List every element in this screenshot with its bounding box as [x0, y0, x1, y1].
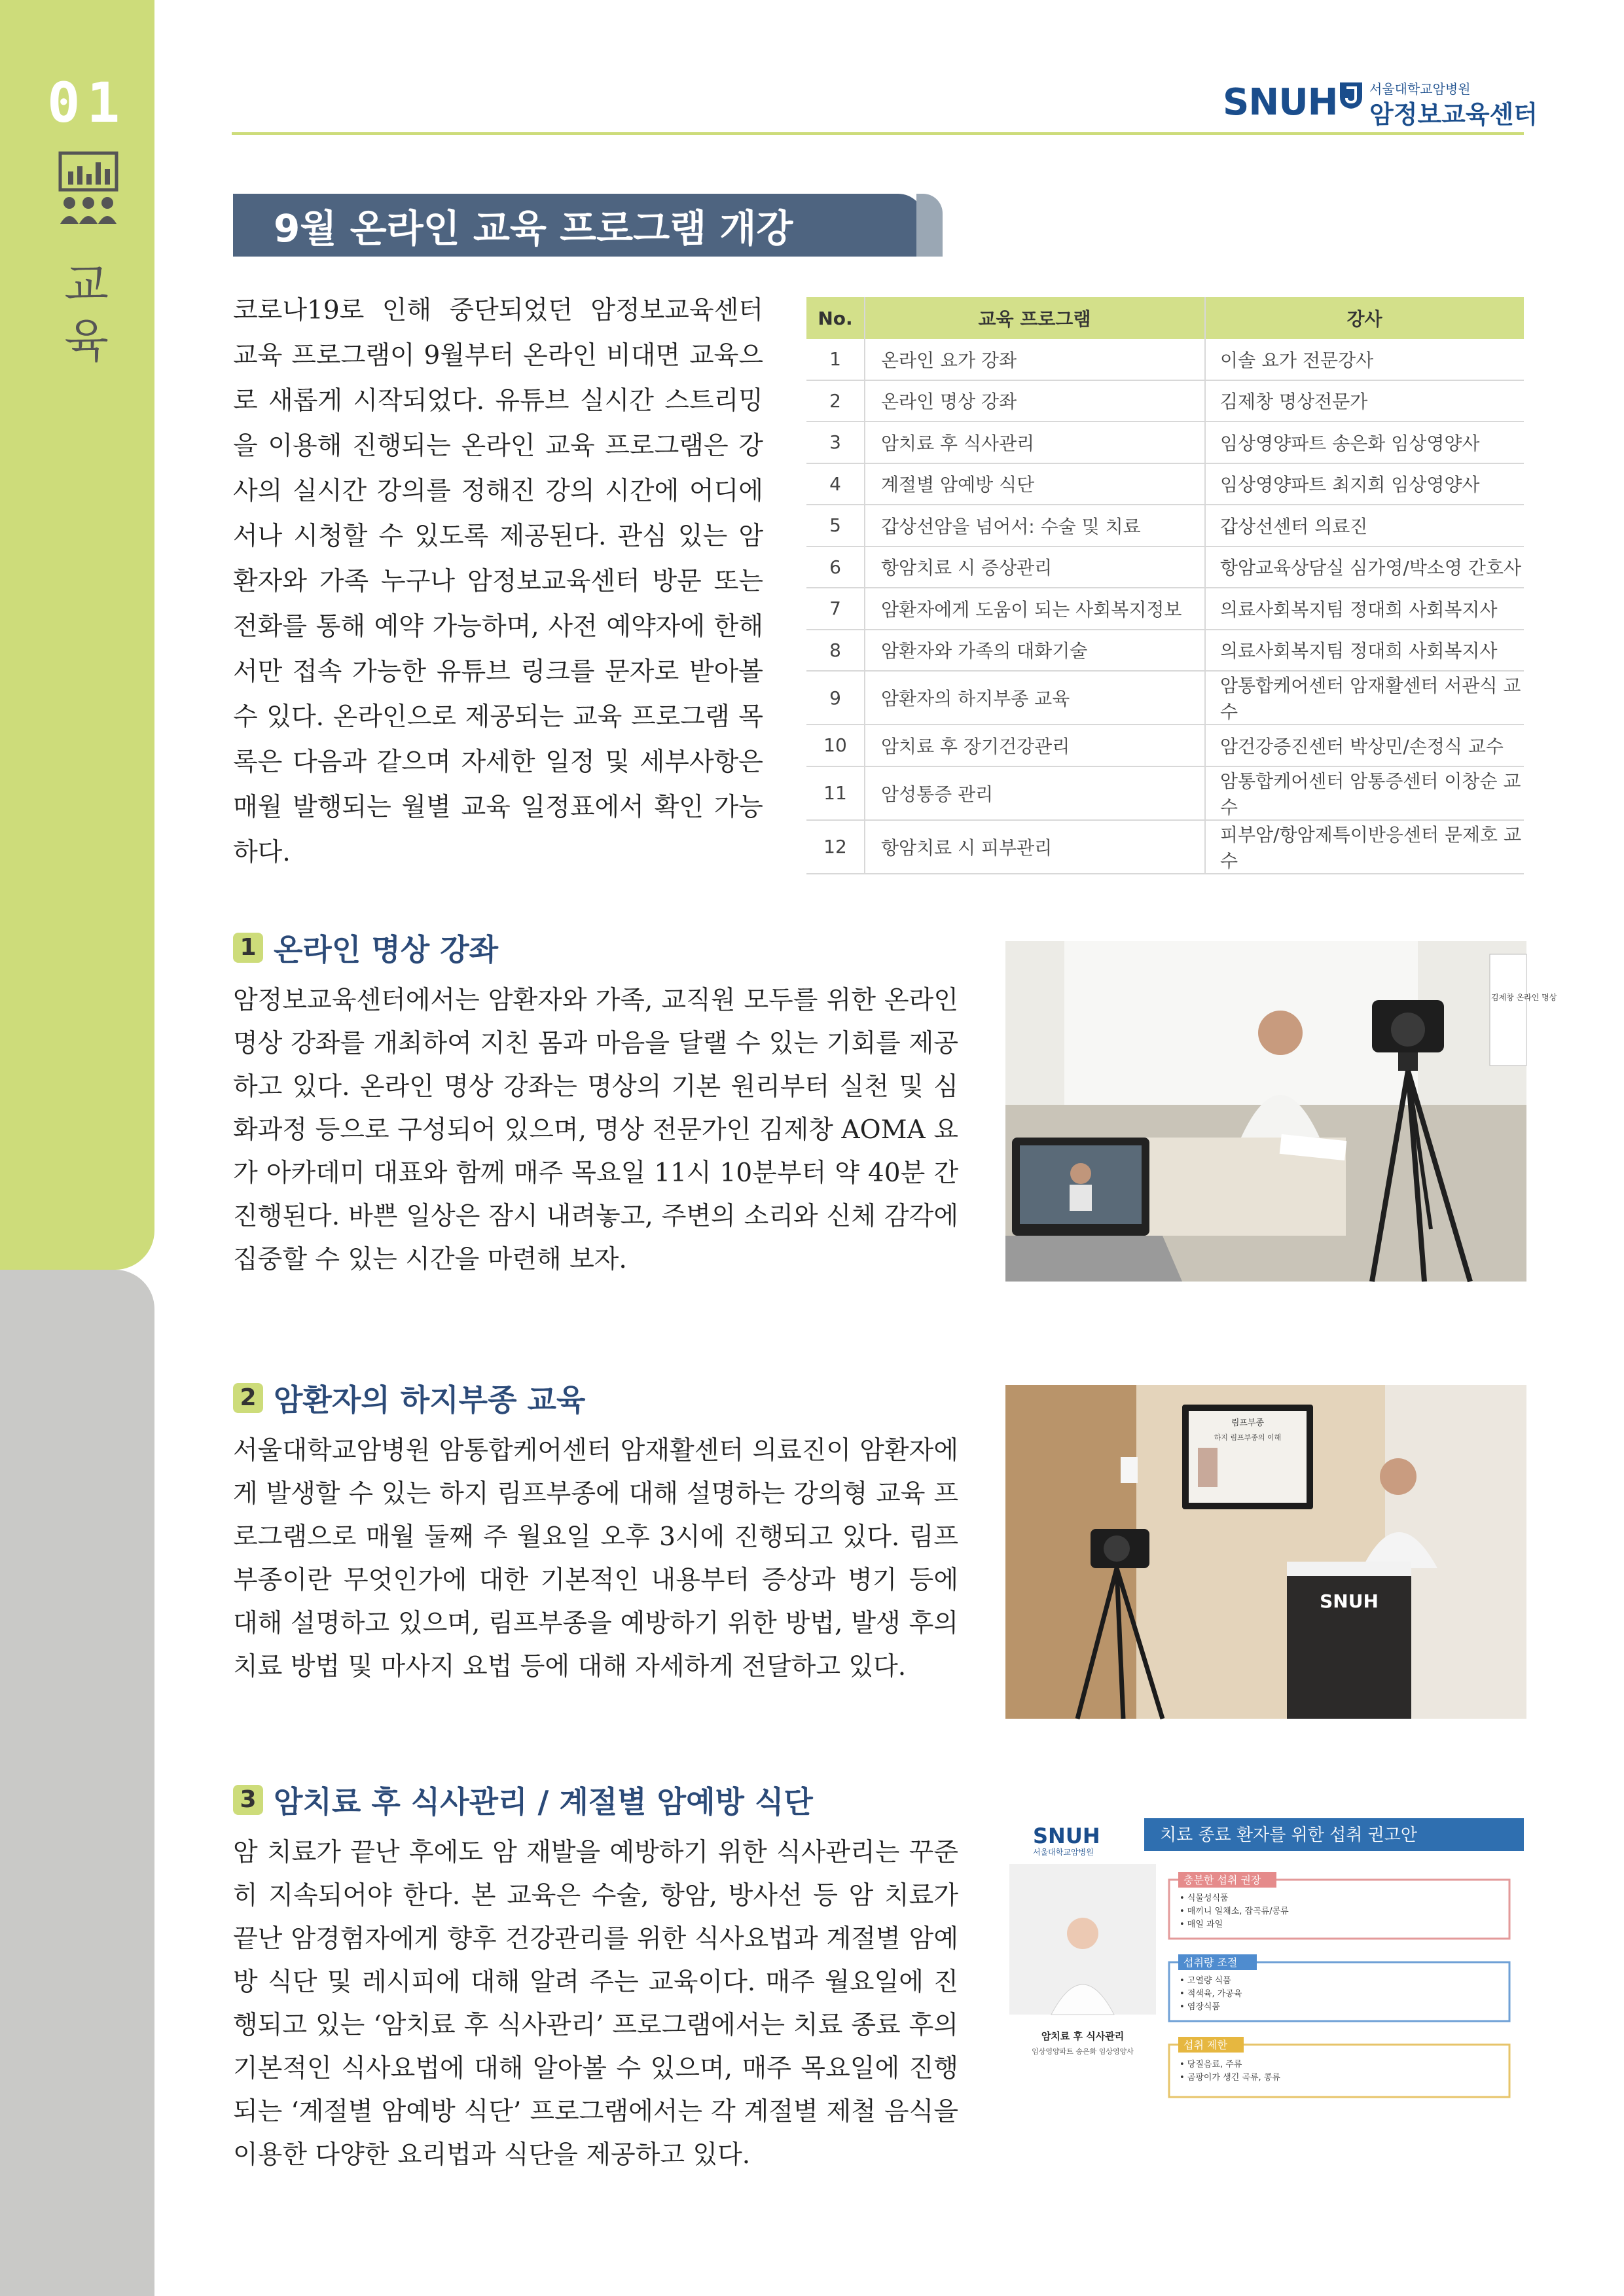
- logo-hospital-name: 서울대학교암병원: [1369, 81, 1471, 97]
- lymphedema-lecture-photo: [1005, 1385, 1526, 1719]
- section-2-title: 암환자의 하지부종 교육: [274, 1382, 586, 1418]
- cell-program: 계절별 암예방 식단: [865, 463, 1205, 505]
- cell-no: 3: [806, 422, 865, 463]
- cell-instructor: 의료사회복지팀 정대희 사회복지사: [1205, 588, 1524, 630]
- slide-box-1-item: • 매일 과일: [1180, 1920, 1223, 1929]
- cell-instructor: 피부암/항암제특이반응센터 문제호 교수: [1205, 820, 1524, 874]
- table-row: [806, 505, 1524, 547]
- cell-no: 10: [806, 725, 865, 766]
- cell-no: 8: [806, 630, 865, 672]
- slide-box-3-item: • 당질음료, 주류: [1180, 2060, 1242, 2070]
- intro-paragraph: 코로나19로 인해 중단되었던 암정보교육센터 교육 프로그램이 9월부터 온라인 비대면 교육으로 새롭게 시작되었다. 유튜브 실시간 스트리밍을 이용해 진행되는 온라인 교육 프로그램은 강사의 실시간 강의를 정해진 강의 시간에 어디에서나 시청할 수 있도록 제공된다. 관심 있는 암환자와 가족 누구나 암정보교육센터 방문 또는 전화를 통해 예약 가능하며, 사전 예약자에 한해서만 접속 가능한 유튜브 링크를 문자로 받아볼 수 있다. 온라인으로 제공되는 교육 프로그램 목록은 다음과 같으며 자세한 일정 및 세부사항은 매월 발행되는 월별 교육 일정표에서 확인 가능하다.: [233, 296, 763, 867]
- program-table: [806, 297, 1524, 874]
- cell-program: 항암치료 시 증상관리: [865, 547, 1205, 588]
- cell-no: 7: [806, 588, 865, 630]
- section-3-body: 암 치료가 끝난 후에도 암 재발을 예방하기 위한 식사관리는 꾸준히 지속되어야 한다. 본 교육은 수술, 항암, 방사선 등 암 치료가 끝난 암경험자에게 향후 건강관리를 위한 식사요법과 계절별 암예방 식단 및 레시피에 대해 알려 주는 교육이다. 매주 월요일에 진행되고 있는 ‘암치료 후 식사관리’ 프로그램에서는 치료 종료 후의 기본적인 식사요법에 대해 알아볼 수 있으며, 매주 목요일에 진행되는 ‘계절별 암예방 식단’ 프로그램에서는 각 계절별 제철 음식을 이용한 다양한 요리법과 식단을 제공하고 있다.: [233, 1838, 958, 2170]
- meditation-class-photo: [1005, 941, 1557, 1282]
- table-row: [806, 380, 1524, 422]
- cell-no: 12: [806, 820, 865, 874]
- slide-title: 치료 종료 환자를 위한 섭취 권고안: [1160, 1825, 1417, 1845]
- nutrition-lecture-slide: [1005, 1817, 1526, 2131]
- table-row: [806, 671, 1524, 725]
- table-row: [806, 339, 1524, 380]
- cell-program: 온라인 명상 강좌: [865, 380, 1205, 422]
- table-row: [806, 766, 1524, 820]
- slide-box-3-label: 섭취 제한: [1183, 2039, 1227, 2051]
- cell-instructor: 의료사회복지팀 정대희 사회복지사: [1205, 630, 1524, 672]
- cell-no: 2: [806, 380, 865, 422]
- col-header-program: 교육 프로그램: [865, 297, 1205, 339]
- page-title: 9월 온라인 교육 프로그램 개강: [274, 206, 793, 251]
- col-header-no: No.: [806, 297, 865, 339]
- photo1-sign-text: 김제창 온라인 명상: [1491, 993, 1557, 1002]
- cell-program: 암치료 후 식사관리: [865, 422, 1205, 463]
- slide-box-1-label: 충분한 섭취 권장: [1183, 1874, 1261, 1886]
- classroom-chart-icon: [58, 152, 119, 230]
- cell-no: 4: [806, 463, 865, 505]
- section-3-title: 암치료 후 식사관리 / 계절별 암예방 식단: [274, 1784, 813, 1820]
- cell-no: 1: [806, 339, 865, 380]
- slide-box-2-label: 섭취량 조절: [1183, 1956, 1238, 1969]
- section-1-badge: 1: [233, 933, 263, 963]
- cell-program: 암치료 후 장기건강관리: [865, 725, 1205, 766]
- section-1-heading: [233, 928, 498, 967]
- section-2-body: 서울대학교암병원 암통합케어센터 암재활센터 의료진이 암환자에게 발생할 수 있는 하지 림프부종에 대해 설명하는 강의형 교육 프로그램으로 매월 둘째 주 월요일 오후 3시에 진행되고 있다. 림프부종이란 무엇인가에 대한 기본적인 내용부터 증상과 병기 등에 대해 설명하고 있으며, 림프부종을 예방하기 위한 방법, 발생 후의 치료 방법 및 마사지 요법 등에 대해 자세하게 전달하고 있다.: [233, 1436, 958, 1681]
- section-2-badge: 2: [233, 1383, 263, 1413]
- section-label: [60, 257, 113, 369]
- section-3-badge: 3: [233, 1785, 263, 1815]
- cell-program: 암환자의 하지부종 교육: [865, 671, 1205, 725]
- cell-program: 갑상선암을 넘어서: 수술 및 치료: [865, 505, 1205, 547]
- header-divider: [232, 132, 1524, 135]
- section-label-char-1: 교: [64, 258, 109, 312]
- table-row: [806, 463, 1524, 505]
- cell-instructor: 임상영양파트 송은화 임상영양사: [1205, 422, 1524, 463]
- section-number: 01: [47, 71, 127, 135]
- slide-box-3-item: • 곰팡이가 생긴 곡류, 콩류: [1180, 2073, 1280, 2083]
- logo-text: SNUH: [1223, 81, 1338, 124]
- slide-caption-title: 암치료 후 식사관리: [1041, 2030, 1125, 2042]
- cell-instructor: 김제창 명상전문가: [1205, 380, 1524, 422]
- cell-program: 온라인 요가 강좌: [865, 339, 1205, 380]
- cell-instructor: 갑상선센터 의료진: [1205, 505, 1524, 547]
- section-3-heading: [233, 1780, 813, 1820]
- table-row: [806, 588, 1524, 630]
- section-1-title: 온라인 명상 강좌: [274, 932, 499, 967]
- logo-mark-icon: [1339, 81, 1363, 110]
- table-row: [806, 547, 1524, 588]
- table-row: [806, 725, 1524, 766]
- col-header-instructor: 강사: [1205, 297, 1524, 339]
- cell-no: 9: [806, 671, 865, 725]
- slide-logo: SNUH: [1033, 1823, 1100, 1848]
- cell-no: 6: [806, 547, 865, 588]
- table-row: [806, 820, 1524, 874]
- table-row: [806, 630, 1524, 672]
- title-bar-tab: [916, 194, 943, 257]
- cell-instructor: 이솔 요가 전문강사: [1205, 339, 1524, 380]
- photo2-podium-logo: SNUH: [1320, 1590, 1379, 1612]
- cell-program: 항암치료 시 피부관리: [865, 820, 1205, 874]
- slide-box-2-item: • 염장식품: [1180, 2002, 1221, 2012]
- cell-no: 5: [806, 505, 865, 547]
- cell-program: 암환자와 가족의 대화기술: [865, 630, 1205, 672]
- cell-instructor: 임상영양파트 최지희 임상영양사: [1205, 463, 1524, 505]
- table-row: [806, 422, 1524, 463]
- slide-box-2-item: • 적색육, 가공육: [1180, 1989, 1242, 1999]
- slide-box-2-item: • 고열량 식품: [1180, 1976, 1231, 1986]
- cell-program: 암성통증 관리: [865, 766, 1205, 820]
- slide-logo-sub: 서울대학교암병원: [1033, 1848, 1094, 1857]
- section-2-heading: [233, 1378, 585, 1418]
- table-header-row: [806, 297, 1524, 339]
- logo-center-name: 암정보교육센터: [1369, 100, 1538, 129]
- slide-box-1-item: • 식물성식품: [1180, 1893, 1229, 1903]
- slide-caption-sub: 임상영양파트 송은화 임상영양사: [1032, 2047, 1134, 2056]
- cell-instructor: 암통합케어센터 암통증센터 이창순 교수: [1205, 766, 1524, 820]
- photo2-screen-subtitle: 하지 림프부종의 이해: [1214, 1433, 1282, 1442]
- slide-box-1-item: • 매끼니 일채소, 잡곡류/콩류: [1180, 1907, 1289, 1916]
- cell-no: 11: [806, 766, 865, 820]
- cell-instructor: 항암교육상담실 심가영/박소영 간호사: [1205, 547, 1524, 588]
- section-1-body: 암정보교육센터에서는 암환자와 가족, 교직원 모두를 위한 온라인 명상 강좌를 개최하여 지친 몸과 마음을 달랠 수 있는 기회를 제공하고 있다. 온라인 명상 강좌는 명상의 기본 원리부터 실천 및 심화과정 등으로 구성되어 있으며, 명상 전문가인 김제창 AOMA 요가 아카데미 대표와 함께 매주 목요일 11시 10분부터 약 40분 간 진행된다. 바쁜 일상은 잠시 내려놓고, 주변의 소리와 신체 감각에 집중할 수 있는 시간을 마련해 보자.: [233, 986, 958, 1274]
- cell-instructor: 암통합케어센터 암재활센터 서관식 교수: [1205, 671, 1524, 725]
- side-bar-gray: [0, 1270, 154, 2296]
- cell-program: 암환자에게 도움이 되는 사회복지정보: [865, 588, 1205, 630]
- cell-instructor: 암건강증진센터 박상민/손정식 교수: [1205, 725, 1524, 766]
- photo2-screen-title: 림프부종: [1231, 1418, 1265, 1428]
- section-label-char-2: 육: [64, 314, 109, 368]
